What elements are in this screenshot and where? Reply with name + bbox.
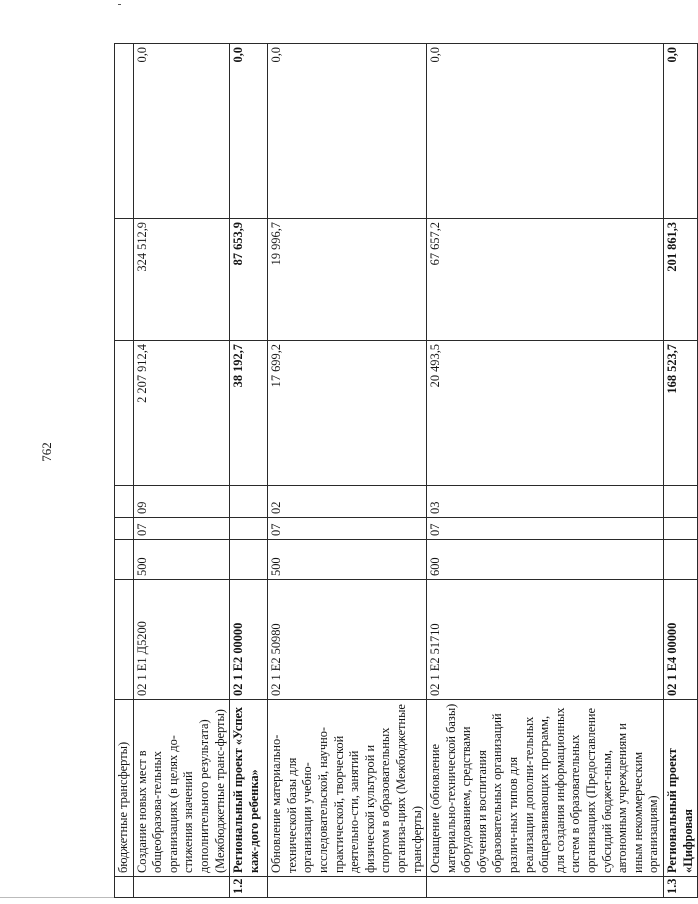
row-value-2: 87 653,9 xyxy=(230,219,268,341)
scan-edge-mark xyxy=(118,4,121,5)
row-value-3: 0,0 xyxy=(230,44,268,219)
row-name: бюджетные трансферты) xyxy=(115,700,134,877)
row-code: 02 1 Е1 Д5200 xyxy=(133,580,230,700)
row-rz: 07 xyxy=(133,518,230,540)
row-value-2: 19 996,7 xyxy=(268,219,427,341)
row-pr: 02 xyxy=(268,486,427,518)
row-value-3: 0,0 xyxy=(268,44,427,219)
row-number xyxy=(115,877,134,898)
row-pr xyxy=(230,486,268,518)
row-rz: 07 xyxy=(268,518,427,540)
row-value-2: 324 512,9 xyxy=(133,219,230,341)
row-rz xyxy=(230,518,268,540)
row-pr: 09 xyxy=(133,486,230,518)
row-vr: 600 xyxy=(427,540,664,580)
table-row xyxy=(268,44,427,898)
row-value-1: 20 493,5 xyxy=(427,341,664,486)
row-number: 1.2 xyxy=(230,877,268,898)
row-name: Региональный проект «Цифровая xyxy=(664,700,698,877)
row-pr xyxy=(664,486,698,518)
row-pr xyxy=(115,486,134,518)
row-value-2: 201 861,3 xyxy=(664,219,698,341)
row-pr: 03 xyxy=(427,486,664,518)
row-rz xyxy=(664,518,698,540)
row-number xyxy=(133,877,230,898)
row-name: Региональный проект «Успех каж-дого ребенка» xyxy=(230,700,268,877)
table-row xyxy=(664,44,698,898)
row-vr: 500 xyxy=(133,540,230,580)
row-code: 02 1 Е2 51710 xyxy=(427,580,664,700)
page-number: 762 xyxy=(39,442,54,462)
budget-table xyxy=(114,43,698,898)
row-vr: 500 xyxy=(268,540,427,580)
rotated-table-wrapper xyxy=(114,44,695,898)
row-value-2 xyxy=(115,219,134,341)
row-value-1 xyxy=(115,341,134,486)
row-value-3 xyxy=(115,44,134,219)
row-value-1: 168 523,7 xyxy=(664,341,698,486)
row-value-1: 17 699,2 xyxy=(268,341,427,486)
row-vr xyxy=(664,540,698,580)
row-value-3: 0,0 xyxy=(664,44,698,219)
table-row xyxy=(115,44,134,898)
table-row xyxy=(230,44,268,898)
row-value-1: 2 207 912,4 xyxy=(133,341,230,486)
row-name: Создание новых мест в общеобразова-тельных организациях (в целях до-стижения значений дополнительного результата) (Межбюджетные транс-ферты) xyxy=(133,700,230,877)
row-value-2: 67 657,2 xyxy=(427,219,664,341)
row-code: 02 1 Е2 00000 xyxy=(230,580,268,700)
row-vr xyxy=(230,540,268,580)
row-number xyxy=(268,877,427,898)
row-name: Обновление материально-технической базы для организации учебно-исследовательской, научно-практической, творческой деятельно-сти, занятий физической культурой и спортом в образовательных организа-циях (Межбюджетные трансферты) xyxy=(268,700,427,877)
row-rz xyxy=(115,518,134,540)
row-value-1: 38 192,7 xyxy=(230,341,268,486)
row-vr xyxy=(115,540,134,580)
row-name: Оснащение (обновление материально-технической базы) оборудованием, средствами обучения и воспитания образовательных организаций различ-ных типов для реализации дополни-тельных общеразвивающих программ, для создания информационных систем в образовательных организациях (Предоставление субсидий бюджет-ным, автономным учреждениям и иным некоммерческим организациям) xyxy=(427,700,664,877)
table-row xyxy=(133,44,230,898)
table-row xyxy=(427,44,664,898)
row-code: 02 1 Е2 50980 xyxy=(268,580,427,700)
row-value-3: 0,0 xyxy=(427,44,664,219)
row-rz: 07 xyxy=(427,518,664,540)
row-number xyxy=(427,877,664,898)
row-value-3: 0,0 xyxy=(133,44,230,219)
row-number: 1.3 xyxy=(664,877,698,898)
row-code xyxy=(115,580,134,700)
row-code: 02 1 Е4 00000 xyxy=(664,580,698,700)
